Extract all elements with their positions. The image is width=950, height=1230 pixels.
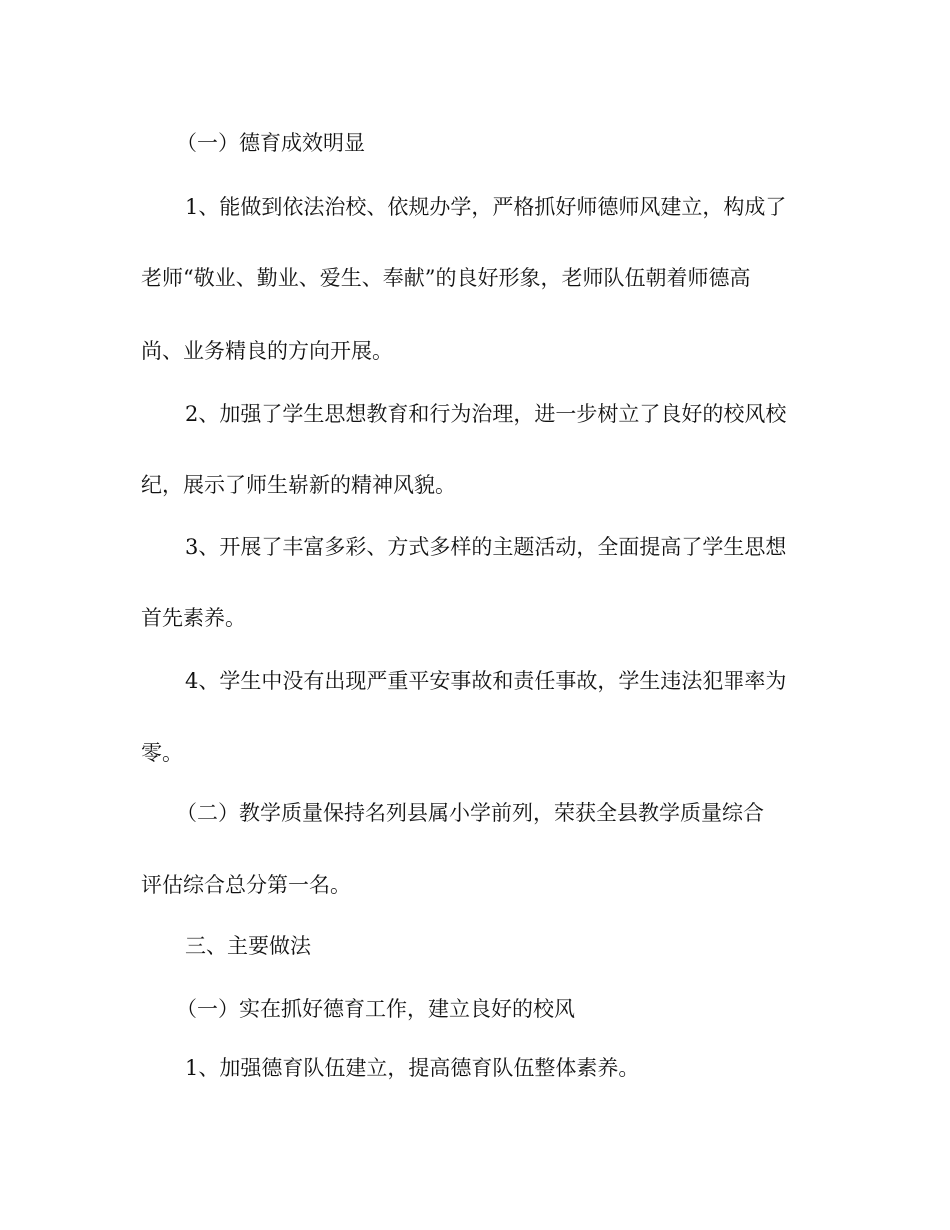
paragraph-line: 尚、业务精良的方向开展。 xyxy=(141,339,393,363)
paragraph-line: 3、开展了丰富多彩、方式多样的主题活动，全面提高了学生思想 xyxy=(185,535,787,559)
paragraph-line: 4、学生中没有出现严重平安事故和责任事故，学生违法犯罪率为 xyxy=(185,669,787,693)
paragraph-line: 纪，展示了师生崭新的精神风貌。 xyxy=(141,473,456,497)
paragraph-line: 1、能做到依法治校、依规办学，严格抓好师德师风建立，构成了 xyxy=(185,195,787,219)
section-heading-main-practices: 三、主要做法 xyxy=(185,934,311,958)
paragraph-line: 评估综合总分第一名。 xyxy=(141,873,351,897)
section-heading-moral-education-results: （一）德育成效明显 xyxy=(176,131,365,155)
section-heading-teaching-quality: （二）教学质量保持名列县属小学前列，荣获全县教学质量综合 xyxy=(176,801,764,825)
paragraph-line: 老师“敬业、勤业、爱生、奉献”的良好形象，老师队伍朝着师德高 xyxy=(141,266,751,290)
paragraph-line: 零。 xyxy=(141,741,183,765)
paragraph-line: 1、加强德育队伍建立，提高德育队伍整体素养。 xyxy=(185,1056,640,1080)
paragraph-line: 首先素养。 xyxy=(141,606,246,630)
subsection-heading-moral-work: （一）实在抓好德育工作，建立良好的校风 xyxy=(176,997,575,1021)
paragraph-line: 2、加强了学生思想教育和行为治理，进一步树立了良好的校风校 xyxy=(185,402,787,426)
